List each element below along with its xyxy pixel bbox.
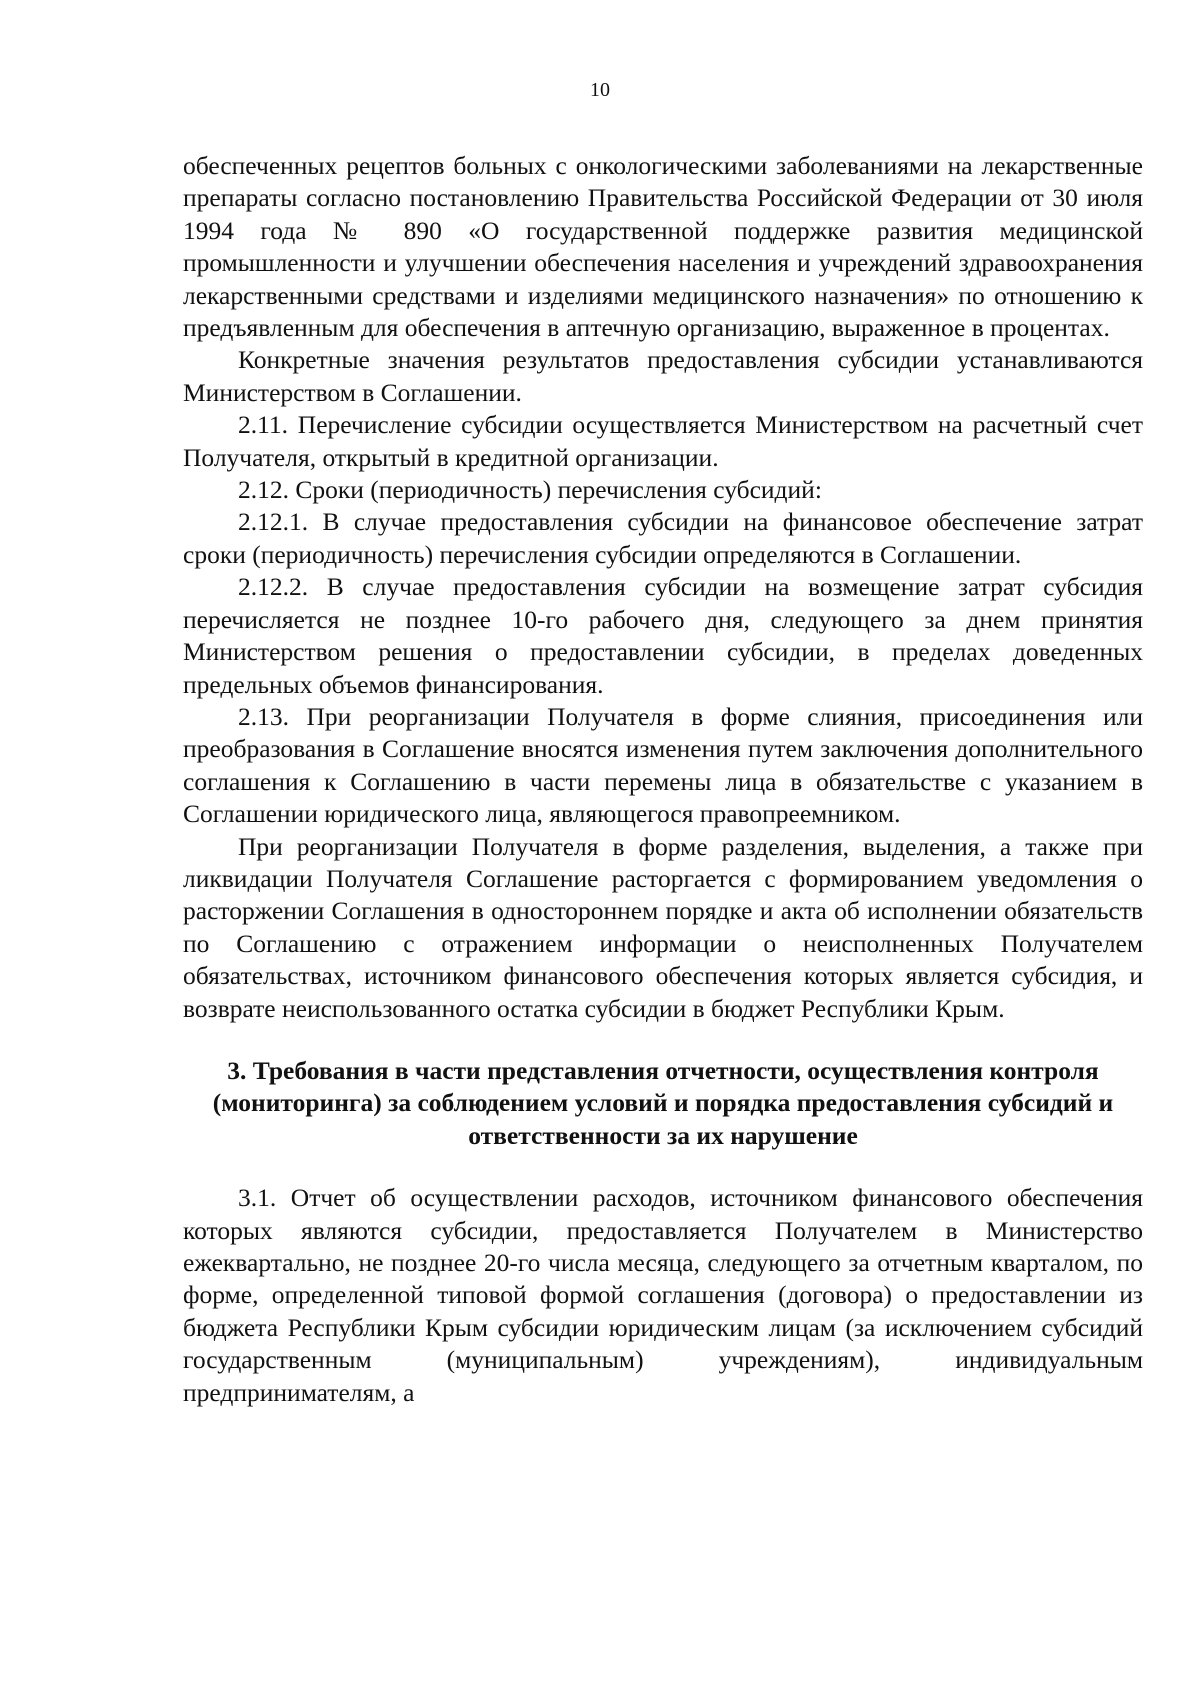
paragraph: Конкретные значения результатов предоставления субсидии устанавливаются Министерством в Соглашении. bbox=[183, 345, 1143, 407]
paragraph: 2.12.2. В случае предоставления субсидии на возмещение затрат субсидия перечисляется не позднее 10-го рабочего дня, следующего за днем принятия Министерством решения о предоставлении субсидии, в пределах доведенных предельных объемов финансирования. bbox=[183, 572, 1143, 699]
paragraph: 2.13. При реорганизации Получателя в форме слияния, присоединения или преобразования в Соглашение вносятся изменения путем заключения дополнительного соглашения к Соглашению в части перемены лица в обязательстве с указанием в Соглашении юридического лица, являющегося правопреемником. bbox=[183, 701, 1143, 829]
document-body bbox=[183, 150, 1143, 1409]
section-3-heading: 3. Требования в части представления отчетности, осуществления контроля (мониторинга) за соблюдением условий и порядка предоставления субсидий и ответственности за их нарушение bbox=[212, 1055, 1114, 1150]
paragraphs-before-heading bbox=[183, 150, 1143, 1025]
paragraph: При реорганизации Получателя в форме разделения, выделения, а также при ликвидации Получателя Соглашение расторгается с формированием уведомления о расторжении Соглашения в одностороннем порядке и акта об исполнении обязательств по Соглашению с отражением информации о неисполненных Получателем обязательствах, источником финансового обеспечения которых является субсидия, и возврате неиспользованного остатка субсидии в бюджет Республики Крым. bbox=[183, 831, 1143, 1023]
paragraph: 2.11. Перечисление субсидии осуществляется Министерством на расчетный счет Получателя, открытый в кредитной организации. bbox=[183, 410, 1143, 472]
paragraph: 2.12. Сроки (периодичность) перечисления субсидий: bbox=[238, 475, 822, 505]
paragraph: 2.12.1. В случае предоставления субсидии на финансовое обеспечение затрат сроки (периодичность) перечисления субсидии определяются в Соглашении. bbox=[183, 507, 1143, 569]
page-number: 10 bbox=[590, 79, 610, 101]
paragraph: обеспеченных рецептов больных с онкологическими заболеваниями на лекарственные препараты согласно постановлению Правительства Российской Федерации от 30 июля 1994 года № 890 «О государственной поддержке развития медицинской промышленности и улучшении обеспечения населения и учреждений здравоохранения лекарственными средствами и изделиями медицинского назначения» по отношению к предъявленным для обеспечения в аптечную организацию, выраженное в процентах. bbox=[183, 151, 1143, 343]
paragraphs-after-heading bbox=[183, 1182, 1143, 1409]
paragraph: 3.1. Отчет об осуществлении расходов, источником финансового обеспечения которых являются субсидии, предоставляется Получателем в Министерство ежеквартально, не позднее 20-го числа месяца, следующего за отчетным кварталом, по форме, определенной типовой формой соглашения (договора) о предоставлении из бюджета Республики Крым субсидии юридическим лицам (за исключением субсидий государственным (муниципальным) учреждениям), индивидуальным предпринимателям, а bbox=[183, 1183, 1143, 1407]
